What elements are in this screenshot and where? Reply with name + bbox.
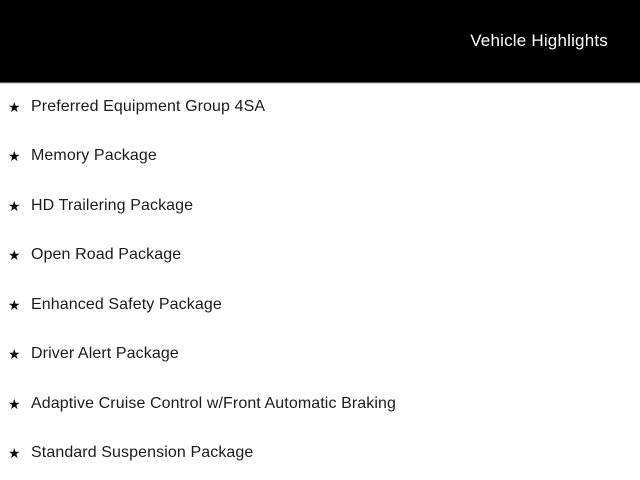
list-item: [0, 132, 640, 182]
star-icon: ★: [8, 148, 21, 165]
star-icon: ★: [8, 98, 21, 115]
list-item: [0, 429, 640, 479]
list-item: [0, 82, 640, 132]
header-bar: [0, 0, 640, 82]
star-icon: ★: [8, 197, 21, 214]
list-item-label: Memory Package: [31, 147, 157, 165]
list-item-label: Adaptive Cruise Control w/Front Automatic Braking: [31, 394, 397, 412]
list-item: [0, 379, 640, 429]
page-title: Vehicle Highlights: [470, 31, 608, 50]
list-item: [0, 181, 640, 231]
list-item: [0, 330, 640, 380]
list-item: [0, 280, 640, 330]
list-item-label: Preferred Equipment Group 4SA: [31, 97, 266, 115]
list-item-label: Open Road Package: [31, 246, 182, 264]
list-item-label: Enhanced Safety Package: [31, 295, 222, 313]
list-item: [0, 231, 640, 281]
star-icon: ★: [8, 395, 21, 412]
star-icon: ★: [8, 346, 21, 363]
star-icon: ★: [8, 296, 21, 313]
list-item-label: Standard Suspension Package: [31, 444, 254, 462]
star-icon: ★: [8, 247, 21, 264]
vehicle-highlights-list: [0, 82, 640, 478]
star-icon: ★: [8, 445, 21, 462]
list-item-label: HD Trailering Package: [31, 196, 194, 214]
list-item-label: Driver Alert Package: [31, 345, 179, 363]
